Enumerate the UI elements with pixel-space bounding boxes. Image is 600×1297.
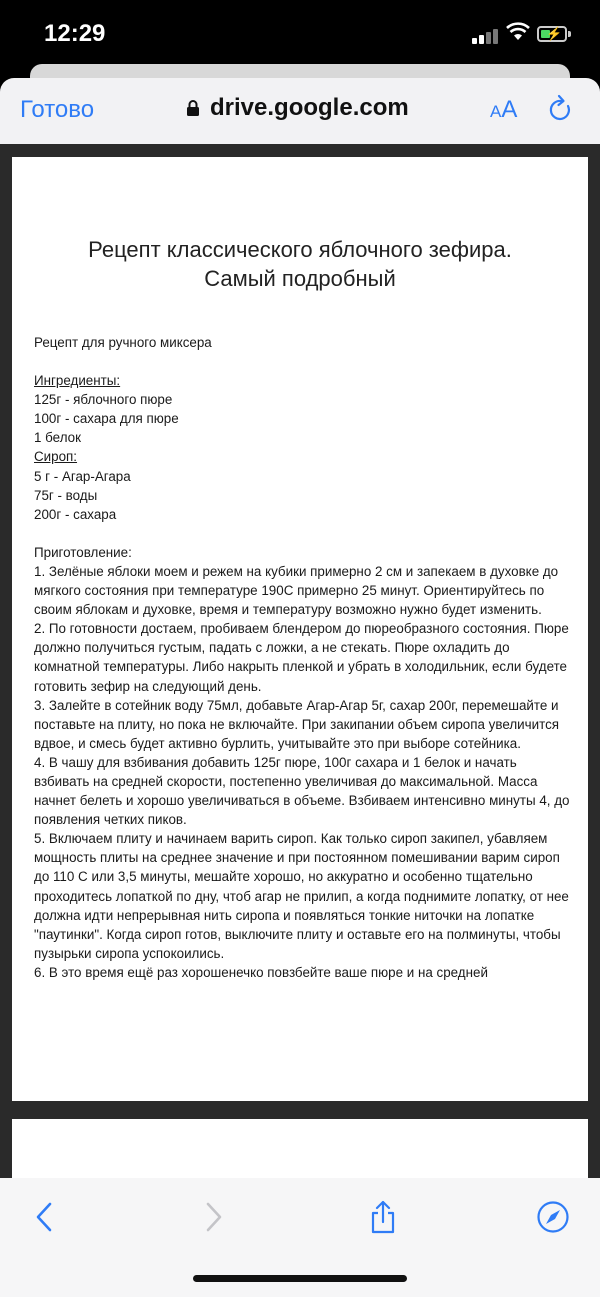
browser-toolbar xyxy=(0,1178,600,1297)
method-heading: Приготовление: xyxy=(34,544,132,560)
url-text: drive.google.com xyxy=(210,94,409,121)
home-indicator[interactable] xyxy=(193,1275,407,1282)
method-step: 6. В это время ещё раз хорошенечко повзбейте ваше пюре и на средней xyxy=(34,964,488,980)
text-size-small-glyph: A xyxy=(490,102,502,121)
document-page xyxy=(12,157,588,1101)
method-step: 3. Залейте в сотейник воду 75мл, добавьте Агар-Агар 5г, сахар 200г, перемешайте и поставьте на плиту, но пока не включайте. При закипании объем сиропа увеличится вдвое, и смесь будет активно бурлить, учитывайте это при выборе сотейника. xyxy=(34,697,563,751)
recipe-subtitle: Рецепт для ручного миксера xyxy=(34,335,212,350)
cellular-signal-icon xyxy=(472,28,500,44)
battery-nub xyxy=(568,31,571,37)
syrup-heading: Сироп: xyxy=(34,449,78,465)
document-viewer[interactable] xyxy=(0,144,600,1178)
text-size-large-glyph: A xyxy=(501,96,518,123)
document-title xyxy=(12,235,588,293)
wifi-icon xyxy=(506,22,530,42)
compass-safari-icon[interactable] xyxy=(536,1200,570,1234)
title-line-1: Рецепт классического яблочного зефира. xyxy=(88,237,512,262)
status-bar xyxy=(0,0,600,70)
charging-bolt-icon: ⚡ xyxy=(546,26,563,41)
document-body xyxy=(34,333,574,982)
ingredient-item: 125г - яблочного пюре xyxy=(34,392,173,408)
syrup-item: 200г - сахара xyxy=(34,506,117,522)
method-step: 1. Зелёные яблоки моем и режем на кубики примерно 2 см и запекаем в духовке до мягкого состояния при температуре 190С примерно 25 минут. Ориентируйтесь по своим яблокам и духовке, время и температуру возможно нужно будет изменить. xyxy=(34,563,562,618)
forward-arrow-icon[interactable] xyxy=(198,1200,228,1234)
syrup-item: 75г - воды xyxy=(34,487,98,503)
status-time: 12:29 xyxy=(44,20,106,47)
method-step: 5. Включаем плиту и начинаем варить сироп. Как только сироп закипел, убавляем мощность плиты на среднее значение и при постоянном помешивании варим сироп до 110 С или 3,5 минуты, мешайте хорошо, но аккуратно и особенно тщательно проходитесь лопаткой по дну, чтоб агар не прилип, а когда поднимите лопатку, от нее должна идти непрерывная нить сиропа и появляться тонкие ниточки на лопатке "паутинки". Когда сироп готов, выключите плиту и оставьте его на полминуты, чтобы пузырьки сиропа успокоились. xyxy=(34,831,573,961)
method-step: 4. В чашу для взбивания добавить 125г пюре, 100г сахара и 1 белок и начать взбивать на средней скорости, постепенно увеличивая до максимальной. Масса начнет белеть и хорошо увеличиваться в объеме. Взбиваем интенсивно минуты 4, до появления четких пиков. xyxy=(34,754,574,828)
back-arrow-icon[interactable] xyxy=(30,1200,60,1234)
syrup-item: 5 г - Агар-Агара xyxy=(34,468,131,484)
ingredient-item: 1 белок xyxy=(34,430,81,446)
done-button[interactable]: Готово xyxy=(20,96,95,123)
share-icon[interactable] xyxy=(368,1200,398,1234)
reload-icon[interactable] xyxy=(548,94,574,124)
ingredients-heading: Ингредиенты: xyxy=(34,373,121,389)
browser-nav-bar xyxy=(0,78,600,144)
text-size-button[interactable] xyxy=(490,96,517,124)
ingredient-item: 100г - сахара для пюре xyxy=(34,411,179,427)
lock-icon xyxy=(186,99,200,117)
title-line-2: Самый подробный xyxy=(204,266,396,291)
method-step: 2. По готовности достаем, пробиваем блендером до пюреобразного состояния. Пюре должно получиться густым, падать с ложки, а не стекать. Пюре охладить до комнатной температуры. Либо накрыть пленкой и убрать в холодильник, если будете готовить зефир на следующий день. xyxy=(34,621,573,694)
address-bar[interactable] xyxy=(186,94,409,122)
